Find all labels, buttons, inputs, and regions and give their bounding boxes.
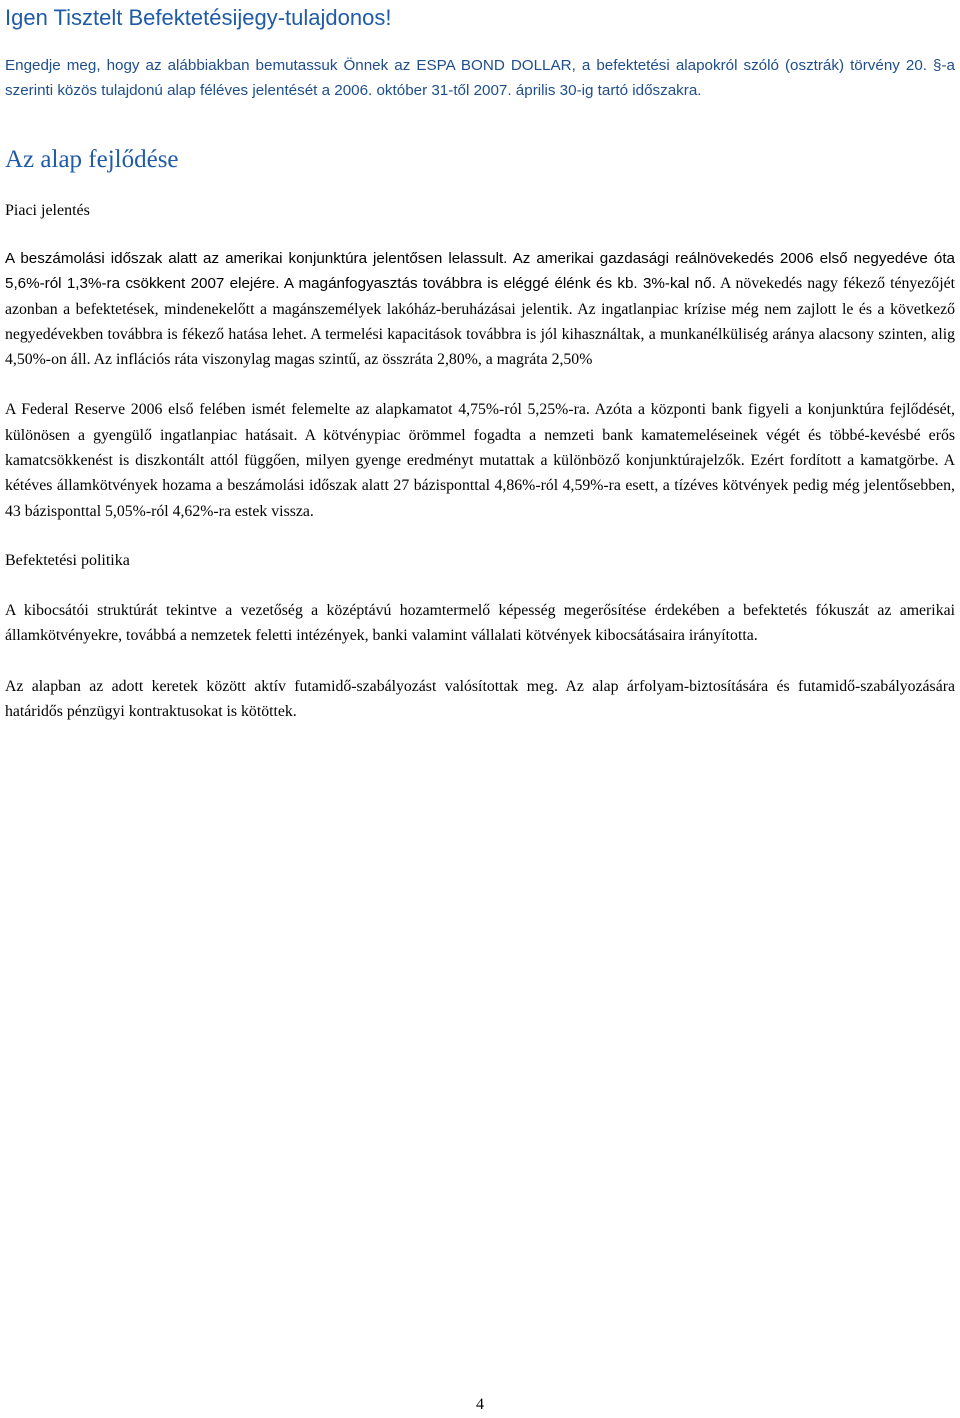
investment-policy-heading: Befektetési politika bbox=[5, 551, 130, 569]
market-report-paragraph-1 bbox=[5, 246, 955, 372]
market-report-heading: Piaci jelentés bbox=[5, 202, 90, 219]
page-number: 4 bbox=[476, 1396, 484, 1413]
section-title: Az alap fejlődése bbox=[5, 146, 179, 173]
investment-policy-paragraph-1: A kibocsátói struktúrát tekintve a vezetőség a középtávú hozamtermelő képesség megerősítése érdekében a befektetés fókuszát az amerikai államkötvényekre, továbbá a nemzetek feletti intézények, banki valamint vállalati kötvények kibocsátásaira irányította. bbox=[5, 601, 955, 645]
market-report-paragraph-1-lead: A beszámolási időszak alatt az amerikai konjunktúra jelentősen lelassult. Az amerikai gazdasági reálnövekedés 2006 első negyedéve óta 5,6%-ról 1,3%-ra csökkent 2007 elejére. A magánfogyasztás továbbra is eléggé élénk és kb. 3%-kal nő. bbox=[5, 250, 955, 293]
document-page bbox=[5, 0, 955, 724]
investment-policy-paragraph-2: Az alapban az adott keretek között aktív futamidő-szabályozást valósítottak meg. Az alap árfolyam-biztosítására és futamidő-szabályozására határidős pénzügyi kontraktusokat is kötöttek. bbox=[5, 677, 955, 720]
greeting-heading: Igen Tisztelt Befektetésijegy-tulajdonos! bbox=[5, 5, 392, 30]
intro-paragraph: Engedje meg, hogy az alábbiakban bemutassuk Önnek az ESPA BOND DOLLAR, a befektetési alapokról szóló (osztrák) törvény 20. §-a szerinti közös tulajdonú alap féléves jelentését a 2006. október 31-től 2007. április 30-ig tartó időszakra. bbox=[5, 57, 955, 99]
market-report-paragraph-2: A Federal Reserve 2006 első felében ismét felemelte az alapkamatot 4,75%-ról 5,25%-ra. Azóta a központi bank figyeli a konjunktúra fejlődését, különösen a gyengülő ingatlanpiac hatásait. A kötvénypiac örömmel fogadta a nemzeti bank kamatemeléseinek végét és többé-kevésbé erős kamatcsökkenést is diszkontált attól függően, milyen gyenge eredményt mutattak a különböző konjunktúrajelzők. Ezért fordított a kamatgörbe. A kétéves államkötvények hozama a beszámolási időszak alatt 27 bázisponttal 4,86%-ról 4,59%-ra esett, a tízéves kötvények pedig még jelentősebben, 43 bázisponttal 5,05%-ról 4,62%-ra estek vissza. bbox=[5, 401, 955, 520]
market-report-paragraph-1-rest: A növekedés nagy fékező tényezőjét azonban a befektetések, mindenekelőtt a magánszemélyek lakóház-beruházásai jelentik. Az ingatlanpiac krízise még nem zajlott le és a következő negyedévekben továbbra is fékező hatása lehet. A termelési kapacitások továbbra is jól kihasználtak, a munkanélküliség aránya alacsony szinten, alig 4,50%-on áll. Az inflációs ráta viszonylag magas szintű, az összráta 2,80%, a magráta 2,50% bbox=[5, 275, 955, 369]
